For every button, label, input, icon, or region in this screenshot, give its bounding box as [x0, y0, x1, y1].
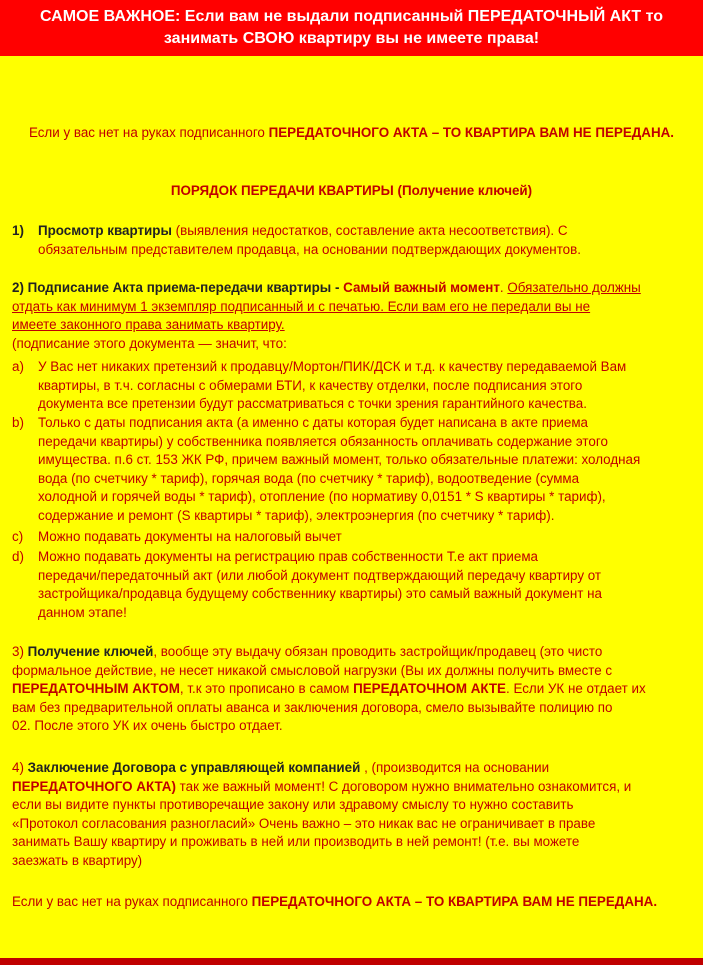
- step-2-underline-3: имеете законного права занимать квартиру.: [12, 317, 285, 333]
- list-item-line: Можно подавать документы на налоговый вычет: [38, 529, 342, 544]
- step-4-line-5: занимать Вашу квартиру и проживать в ней или производить в ней ремонт! (т.е. вы можете: [12, 834, 580, 850]
- step-3-line-3b: . Если УК не отдает их: [506, 681, 646, 697]
- list-item-line: документа все претензии будут рассматриваться с точки зрения гарантийного качества.: [38, 396, 587, 412]
- step-2-underline-2: отдать как минимум 1 экземпляр подписанный и с печатью. Если вам его не передали вы не: [12, 298, 591, 314]
- step-3-line-4: вам без предварительной оплаты аванса и заключения договора, смело вызывайте полицию по: [12, 699, 613, 715]
- step-4-line-1: , (производится на основании: [360, 760, 550, 775]
- banner-line-2: занимать СВОЮ квартиру вы не имеете права!: [163, 30, 540, 47]
- step-2-title: 2) Подписание Акта приема-передачи квартиры -: [12, 280, 344, 295]
- step-4-line-6: заезжать в квартиру): [12, 852, 143, 868]
- step-1-line-1: (выявления недостатков, составление акта несоответствия). С: [171, 223, 568, 238]
- list-item-line: содержание и ремонт (S квартиры * тариф), электроэнергия (по счетчику * тариф).: [38, 507, 555, 523]
- list-label-b: b): [12, 415, 24, 430]
- step-4-line-2: так же важный момент! С договором нужно внимательно ознакомится, и: [175, 778, 632, 794]
- step-2-underline-1: Обязательно должны: [507, 280, 641, 295]
- list-item-line: передачи/передаточный акт (или любой документ подтверждающий передачу квартиру от: [38, 567, 602, 583]
- step-4-line-4: «Протокол согласования разногласий» Очень важно – это никак вас не ограничивает в праве: [12, 815, 596, 831]
- banner-line-1: САМОЕ ВАЖНОЕ: Если вам не выдали подписанный ПЕРЕДАТОЧНЫЙ АКТ то: [39, 8, 664, 25]
- step-2-note: (подписание этого документа — значит, что:: [12, 335, 287, 351]
- step-3-line-3a: , т.к это прописано в самом: [179, 681, 354, 697]
- step-3-title: Получение ключей: [27, 644, 154, 659]
- step-4: [12, 759, 698, 871]
- list-item-line: передачи квартиры) у собственника появляется обязанность оплачивать содержание этого: [38, 433, 608, 449]
- step-4-bold-1: ПЕРЕДАТОЧНОГО АКТА): [12, 778, 176, 794]
- outro-bold: ПЕРЕДАТОЧНОГО АКТА – ТО КВАРТИРА ВАМ НЕ ПЕРЕДАНА.: [251, 894, 658, 909]
- bottom-divider: [0, 958, 703, 965]
- step-3: [12, 643, 698, 736]
- step-4-title: Заключение Договора с управляющей компанией: [27, 760, 361, 775]
- step-2: [12, 279, 698, 353]
- list-label-a: a): [12, 359, 24, 374]
- step-4-line-3: если вы видите пункты противоречащие закону или здравому смыслу то нужно составить: [12, 797, 574, 813]
- list-label-c: c): [12, 529, 24, 544]
- list-item-line: Только с даты подписания акта (а именно с даты которая будет написана в акте приема: [38, 415, 588, 430]
- step-1-line-2: обязательным представителем продавца, на основании подтверждающих документов.: [38, 241, 581, 257]
- step-2-important: Самый важный момент: [343, 280, 500, 295]
- step-1-title: Просмотр квартиры: [38, 223, 172, 238]
- section-heading: ПОРЯДОК ПЕРЕДАЧИ КВАРТИРЫ (Получение ключей): [170, 183, 533, 198]
- outro-paragraph: [12, 893, 698, 912]
- list-item-line: застройщика/продавца будущему собственнику квартиры) это самый важный документ на: [38, 586, 602, 602]
- list-item-line: имущества. п.6 ст. 153 ЖК РФ, причем важный момент, только обязательные платежи: холодная: [38, 452, 641, 468]
- step-3-bold-2: ПЕРЕДАТОЧНОМ АКТЕ: [353, 681, 506, 697]
- list-item-line: квартиры, в т.ч. согласны с обмерами БТИ, к качеству отделки, после подписания этого: [38, 377, 583, 393]
- step-3-number: 3): [12, 644, 28, 659]
- step-3-line-1: , вообще эту выдачу обязан проводить застройщик/продавец (это чисто: [153, 644, 603, 659]
- step-4-number: 4): [12, 760, 28, 775]
- intro-paragraph: [0, 124, 703, 143]
- list-label-d: d): [12, 549, 24, 564]
- step-3-line-2: формальное действие, не несет никакой смысловой нагрузки (Вы их должны получить вместе с: [12, 662, 613, 678]
- step-2-dot: .: [499, 280, 508, 295]
- list-item-line: данном этапе!: [38, 604, 127, 620]
- list-item-line: холодной и горячей воды * тариф), отопление (по нормативу 0,0151 * S квартиры * тариф),: [38, 489, 606, 505]
- list-item-line: У Вас нет никаких претензий к продавцу/Мортон/ПИК/ДСК и т.д. к качеству передаваемой Вам: [38, 359, 627, 374]
- step-1-number: 1): [12, 223, 24, 238]
- step-3-line-5: 02. После этого УК их очень быстро отдает.: [12, 718, 283, 734]
- outro-text: Если у вас нет на руках подписанного: [12, 894, 252, 909]
- step-3-bold-1: ПЕРЕДАТОЧНЫМ АКТОМ: [12, 681, 180, 697]
- intro-text: Если у вас нет на руках подписанного: [28, 125, 269, 140]
- list-item-line: Можно подавать документы на регистрацию прав собственности Т.е акт приема: [38, 549, 538, 564]
- list-item-line: вода (по счетчику * тариф), горячая вода (по счетчику * тариф), водоотведение (сумма: [38, 470, 580, 486]
- intro-bold: ПЕРЕДАТОЧНОГО АКТА – ТО КВАРТИРА ВАМ НЕ ПЕРЕДАНА.: [268, 125, 675, 140]
- warning-banner: [0, 0, 703, 56]
